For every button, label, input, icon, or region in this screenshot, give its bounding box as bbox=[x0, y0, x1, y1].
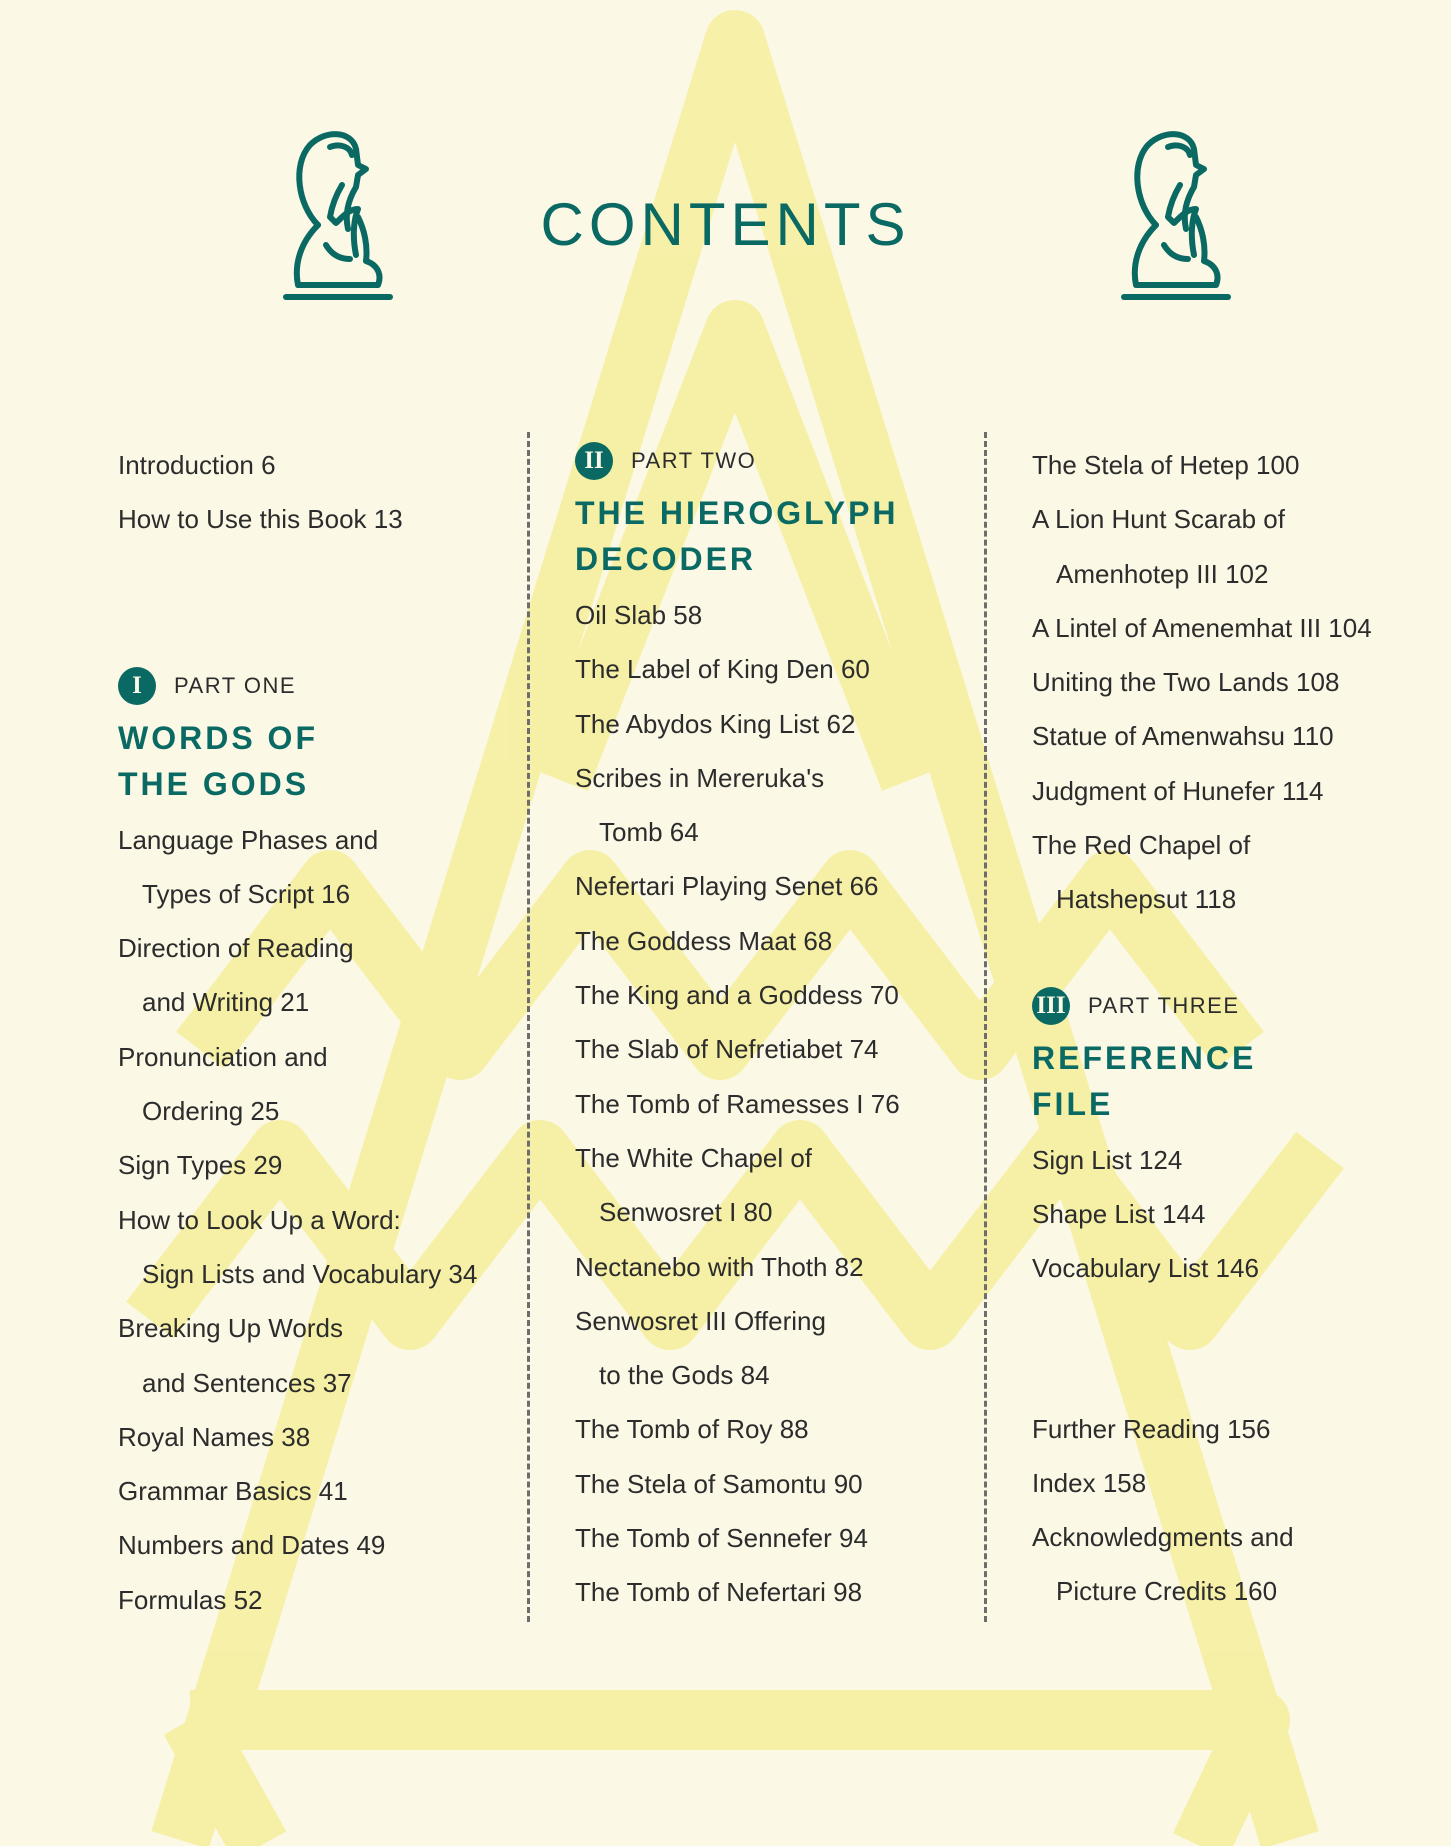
toc-entry[interactable]: to the Gods 84 bbox=[599, 1360, 770, 1391]
toc-entry[interactable]: Sign Types 29 bbox=[118, 1150, 283, 1181]
toc-entry[interactable]: The Tomb of Sennefer 94 bbox=[575, 1523, 868, 1554]
part-numeral-badge: I bbox=[118, 667, 156, 705]
toc-entry[interactable]: Introduction 6 bbox=[118, 450, 276, 480]
part-title-line: FILE bbox=[1032, 1085, 1114, 1122]
part-header bbox=[1032, 983, 1442, 1029]
toc-entry[interactable]: Judgment of Hunefer 114 bbox=[1032, 775, 1324, 806]
toc-entry[interactable]: Sign Lists and Vocabulary 34 bbox=[142, 1258, 478, 1289]
column-divider bbox=[527, 432, 530, 1622]
part-label: PART THREE bbox=[1088, 992, 1240, 1018]
toc-entry[interactable]: Pronunciation and bbox=[118, 1041, 328, 1072]
toc-entry[interactable]: Royal Names 38 bbox=[118, 1421, 311, 1452]
toc-entry[interactable]: Grammar Basics 41 bbox=[118, 1476, 348, 1507]
part-title[interactable] bbox=[1032, 1035, 1442, 1127]
toc-entry[interactable]: Amenhotep III 102 bbox=[1056, 558, 1269, 589]
part-title-line: THE GODS bbox=[118, 765, 310, 802]
page-title: CONTENTS bbox=[540, 191, 911, 258]
toc-entry[interactable]: The King and a Goddess 70 bbox=[575, 980, 899, 1011]
toc-entry[interactable]: The Label of King Den 60 bbox=[575, 654, 870, 685]
part-title-line: DECODER bbox=[575, 541, 757, 577]
toc-entry[interactable]: The White Chapel of bbox=[575, 1142, 813, 1173]
part-title-line: WORDS OF bbox=[118, 719, 318, 756]
part-header bbox=[575, 438, 975, 484]
toc-entry[interactable]: Sign List 124 bbox=[1032, 1144, 1183, 1175]
toc-entry[interactable]: The Goddess Maat 68 bbox=[575, 925, 833, 956]
toc-entry[interactable]: Further Reading 156 bbox=[1032, 1413, 1271, 1444]
toc-entry[interactable]: and Writing 21 bbox=[142, 987, 310, 1018]
toc-entry[interactable]: The Tomb of Roy 88 bbox=[575, 1414, 809, 1445]
toc-entry[interactable]: Hatshepsut 118 bbox=[1056, 884, 1237, 915]
part-title-line: REFERENCE bbox=[1032, 1039, 1257, 1076]
part-label: PART TWO bbox=[631, 448, 757, 473]
toc-column-3 bbox=[1032, 438, 1442, 1619]
part-label: PART ONE bbox=[174, 672, 297, 698]
part-title[interactable] bbox=[118, 715, 518, 807]
toc-entry[interactable]: Nefertari Playing Senet 66 bbox=[575, 871, 879, 902]
toc-entry[interactable]: Scribes in Mereruka's bbox=[575, 762, 825, 793]
toc-entry[interactable]: The Red Chapel of bbox=[1032, 830, 1251, 861]
toc-entry[interactable]: How to Use this Book 13 bbox=[118, 504, 403, 535]
toc-entry[interactable]: Numbers and Dates 49 bbox=[118, 1530, 386, 1561]
toc-entry[interactable]: A Lintel of Amenemhat III 104 bbox=[1032, 612, 1372, 643]
toc-entry[interactable]: The Abydos King List 62 bbox=[575, 708, 856, 739]
toc-entry[interactable]: and Sentences 37 bbox=[142, 1367, 352, 1398]
toc-entry[interactable]: How to Look Up a Word: bbox=[118, 1204, 401, 1235]
toc-entry[interactable]: Language Phases and bbox=[118, 824, 379, 855]
toc-entry[interactable]: Senwosret I 80 bbox=[599, 1197, 773, 1228]
toc-column-2 bbox=[575, 438, 975, 1620]
toc-entry[interactable]: Nectanebo with Thoth 82 bbox=[575, 1251, 864, 1282]
toc-entry[interactable]: Index 158 bbox=[1032, 1467, 1147, 1498]
toc-column-1 bbox=[118, 438, 518, 1627]
toc-entry[interactable]: The Stela of Samontu 90 bbox=[575, 1468, 863, 1499]
part-header bbox=[118, 663, 518, 709]
toc-entry[interactable]: Vocabulary List 146 bbox=[1032, 1253, 1259, 1284]
toc-entry[interactable]: Direction of Reading bbox=[118, 933, 354, 964]
toc-entry[interactable]: Picture Credits 160 bbox=[1056, 1576, 1278, 1607]
toc-entry[interactable]: The Tomb of Ramesses I 76 bbox=[575, 1088, 900, 1119]
part-title[interactable] bbox=[575, 490, 975, 582]
toc-entry[interactable]: The Stela of Hetep 100 bbox=[1032, 450, 1300, 480]
part-title-line: THE HIEROGLYPH bbox=[575, 495, 899, 531]
toc-entry[interactable]: Shape List 144 bbox=[1032, 1198, 1206, 1229]
column-divider bbox=[984, 432, 987, 1622]
toc-entry[interactable]: Formulas 52 bbox=[118, 1584, 263, 1615]
toc-entry[interactable]: Ordering 25 bbox=[142, 1096, 280, 1127]
toc-entry[interactable]: Breaking Up Words bbox=[118, 1313, 343, 1344]
toc-entry[interactable]: Senwosret III Offering bbox=[575, 1305, 826, 1336]
toc-entry[interactable]: Statue of Amenwahsu 110 bbox=[1032, 721, 1334, 752]
part-numeral-badge: II bbox=[575, 442, 613, 480]
toc-entry[interactable]: Types of Script 16 bbox=[142, 878, 351, 909]
toc-entry[interactable]: Acknowledgments and bbox=[1032, 1522, 1294, 1553]
toc-entry[interactable]: Oil Slab 58 bbox=[575, 600, 703, 630]
toc-entry[interactable]: The Slab of Nefretiabet 74 bbox=[575, 1034, 879, 1065]
toc-entry[interactable]: The Tomb of Nefertari 98 bbox=[575, 1577, 863, 1608]
toc-entry[interactable]: Tomb 64 bbox=[599, 817, 699, 848]
part-numeral-badge: III bbox=[1032, 987, 1070, 1025]
toc-entry[interactable]: Uniting the Two Lands 108 bbox=[1032, 667, 1340, 698]
toc-entry[interactable]: A Lion Hunt Scarab of bbox=[1032, 504, 1285, 535]
